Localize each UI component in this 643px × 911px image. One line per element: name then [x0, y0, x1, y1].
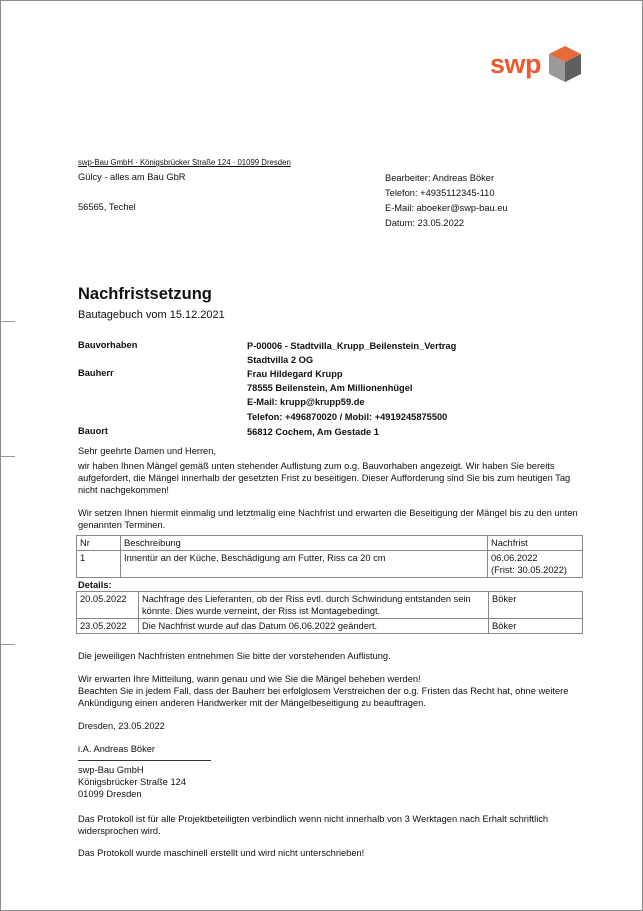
bauort-label: Bauort: [78, 426, 108, 436]
defects-table: [76, 535, 583, 578]
bauherr-phone: Telefon: +496870020 / Mobil: +4919245875500: [247, 411, 448, 422]
table-row: [77, 592, 583, 619]
place-date: Dresden, 23.05.2022: [78, 721, 165, 731]
detail-date: 23.05.2022: [77, 619, 139, 634]
detail-person: Böker: [489, 619, 583, 634]
contact-email: E-Mail: aboeker@swp-bau.eu: [385, 203, 508, 213]
contact-editor: Bearbeiter: Andreas Böker: [385, 173, 495, 183]
protocol-note-2: Das Protokoll wurde maschinell erstellt und wird nicht unterschrieben!: [78, 848, 365, 858]
bauherr-label: Bauherr: [78, 368, 114, 378]
bauherr-name: Frau Hildegard Krupp: [247, 369, 343, 379]
sender-line: swp-Bau GmbH · Königsbrücker Straße 124 · 01099 Dresden: [78, 158, 291, 167]
closing-paragraph-3: Beachten Sie in jedem Fall, dass der Bauherr bei erfolglosem Verstreichen der o.g. Fristen das Recht hat, ohne weitere Ankündigung einen anderen Handwerker mit der Mängelbeseitigung zu beauftragen.: [78, 686, 569, 708]
contact-block: [385, 171, 508, 231]
recipient-city: 56565, Techel: [78, 202, 136, 212]
bauvorhaben-value: [247, 339, 456, 367]
header-nr: Nr: [77, 536, 121, 551]
bauvorhaben-line2: Stadtvilla 2 OG: [247, 355, 314, 366]
deadline-date: 06.06.2022: [491, 553, 538, 563]
company-logo: [490, 45, 582, 85]
bauherr-address: 78555 Beilenstein, Am Millionenhügel: [247, 383, 413, 394]
bauvorhaben-label: Bauvorhaben: [78, 340, 138, 350]
row-nr: 1: [77, 551, 121, 578]
header-description: Beschreibung: [121, 536, 488, 551]
page-subtitle: Bautagebuch vom 15.12.2021: [78, 309, 225, 321]
signature-divider: [78, 760, 211, 761]
table-row: [77, 551, 583, 578]
signature-company: [78, 764, 578, 800]
contact-phone: Telefon: +4935112345-110: [385, 188, 495, 198]
table-header-row: [77, 536, 583, 551]
company-name: swp-Bau GmbH: [78, 765, 144, 775]
company-zip-city: 01099 Dresden: [78, 789, 142, 799]
bauherr-value: [247, 367, 447, 424]
deadline-note: (Frist: 30.05.2022): [491, 565, 567, 575]
logo-text: swp: [490, 49, 542, 79]
bauherr-email: E-Mail: krupp@krupp59.de: [247, 397, 365, 408]
fold-mark: [1, 321, 15, 322]
body-paragraph-1: wir haben Ihnen Mängel gemäß unten stehender Auflistung zum o.g. Bauvorhaben angezeigt. Wir haben Sie bereits aufgefordert, die Mängel innerhalb der gesetzten Frist zu beseitigen. Dieser Aufforderung sind Sie bis zum heutigen Tag nicht nachgekommen!: [78, 461, 571, 495]
salutation: Sehr geehrte Damen und Herren,: [78, 446, 216, 456]
contact-date: Datum: 23.05.2022: [385, 218, 465, 228]
row-description: Innentür an der Küche, Beschädigung am Futter, Riss ca 20 cm: [121, 551, 488, 578]
page-title: Nachfristsetzung: [78, 285, 212, 303]
bauvorhaben-line1: P-00006 - Stadtvilla_Krupp_Beilenstein_Vertrag: [247, 341, 457, 351]
signer: i.A. Andreas Böker: [78, 744, 155, 754]
body-paragraph-2: Wir setzen Ihnen hiermit einmalig und letztmalig eine Nachfrist und erwarten die Beseitigung der Mängel bis zu den unten genannten Terminen.: [78, 508, 578, 530]
fold-mark: [1, 456, 15, 457]
recipient-name: Gülcy - alles am Bau GbR: [78, 172, 186, 182]
bauort-value: 56812 Cochem, Am Gestade 1: [247, 427, 379, 437]
table-row: [77, 619, 583, 634]
detail-text: Die Nachfrist wurde auf das Datum 06.06.2022 geändert.: [139, 619, 489, 634]
company-street: Königsbrücker Straße 124: [78, 777, 187, 787]
header-deadline: Nachfrist: [488, 536, 583, 551]
closing-paragraph-2: Wir erwarten Ihre Mitteilung, wann genau und wie Sie die Mängel beheben werden!: [78, 674, 421, 684]
fold-mark: [1, 644, 15, 645]
row-deadline: [488, 551, 583, 578]
details-label: Details:: [78, 580, 112, 590]
logo-cube-icon: [548, 45, 582, 83]
detail-person: Böker: [489, 592, 583, 619]
detail-text: Nachfrage des Lieferanten, ob der Riss evtl. durch Schwindung entstanden sein könnte. Dies wurde verneint, der Riss ist Montagebedingt.: [139, 592, 489, 619]
closing-paragraph-1: Die jeweiligen Nachfristen entnehmen Sie bitte der vorstehenden Auflistung.: [78, 651, 391, 661]
protocol-note-1: Das Protokoll ist für alle Projektbeteiligten verbindlich wenn nicht innerhalb von 3 Werktagen nach Erhalt schriftlich widersprochen wird.: [78, 814, 549, 836]
detail-date: 20.05.2022: [77, 592, 139, 619]
details-table: [76, 591, 583, 634]
